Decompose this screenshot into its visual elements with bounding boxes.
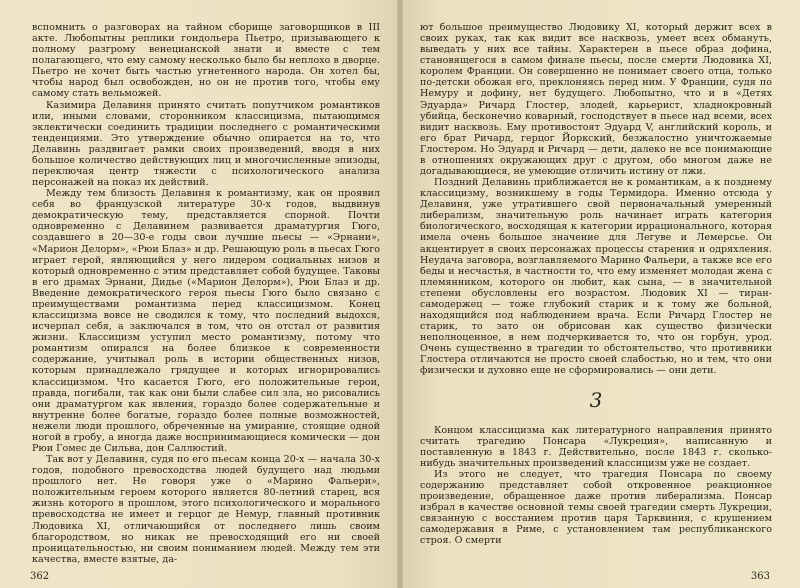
paragraph: Поздний Делавинь приближается не к романтикам, а к позднему классицизму, возникшему в годы Термидора. Именно отсюда у Делавиня, уже утратившего свой первоначальный умеренный либерализм, значительную роль начинает играть категория биологического, восходящая к категории иррационального, которая имела очень большое значение для Легуве и Лемерсье. Он акцентирует в своих персонажах процессы старения и одряхления. Неудача заговора, возглавляемого Марино Фальери, а также все его беды и несчастья, в частности то, что ему изменяет молодая жена с племянником, которого он любит, как сына, — в значительной степени обусловлены его возрастом. Людовик XI — тиран-самодержец — тоже глубокий старик и к тому же больной, находящийся под наблюдением врача. Если Ричард Глостер не старик, то зато он обрисован как существо физически неполноценное, в нем подчеркивается то, что он горбун, урод. Очень существенно в трагедии то обстоятельство, что противники Глостера отличаются не просто своей слабостью, но и тем, что они физически и духовно еще не сформировались — они дети.	[420, 177, 772, 377]
book-gutter	[397, 0, 403, 588]
paragraph: ют большое преимущество Людовику XI, который держит всех в своих руках, так как видит все насквозь, умеет всех обмануть, выведать у них все тайны. Характерен в пьесе образ дофина, становящегося в самом финале пьесы, после смерти Людовика XI, королем Франции. Он совершенно не понимает своего отца, только по-детски обожая его, преклоняясь перед ним. У Франции, судя по Немуру и дофину, нет будущего. Любопытно, что и в «Детях Эдуарда» Ричард Глостер, злодей, карьерист, хладнокровный убийца, бесконечно коварный, господствует в пьесе над всеми, всех видит насквозь. Ему противостоят Эдуард V, английский король, и его брат Ричард, герцог Йоркский, безжалостно уничтожаемые Глостером. Но Эдуард и Ричард — дети, далеко не все понимающие в отношениях окружающих друг с другом, обо многом даже не догадывающиеся, не умеющие отличить истину от лжи.	[420, 22, 772, 178]
page-number: 362	[30, 571, 50, 582]
left-text-column	[32, 22, 380, 565]
page-number: 363	[750, 571, 770, 582]
paragraph: Концом классицизма как литературного направления принято считать трагедию Понсара «Лукреция», написанную и поставленную в 1843 г. Действительно, после 1843 г. сколько-нибудь значительных произведений классицизм уже не создает.	[420, 424, 772, 469]
paragraph: Из этого не следует, что трагедия Понсара по своему содержанию представляет собой откровенное реакционное произведение, обращенное даже против либерализма. Понсар избрал в качестве основной темы своей трагедии смерть Лукреции, связанную с восстанием против царя Тарквиния, с крушением самодержавия в Риме, с установлением там республиканского строя. О смерти	[420, 468, 772, 547]
paragraph: Казимира Делавиня принято считать попутчиком романтиков или, иными словами, сторонником классицизма, пытающимся эклектически соединить традиции последнего с романтическими тенденциями. Это утверждение обычно опирается на то, что Делавинь раздвигает рамки своих произведений, вводя в них большое количество действующих лиц и многочисленные эпизоды, переключая центр тяжести с психологического анализа персонажей на показ их действий.	[32, 99, 380, 189]
paragraph: Между тем близость Делавиня к романтизму, как он проявил себя во французской литературе 30-х годов, выдвинув демократическую тему, представляется спорной. Почти одновременно с Делавинем развивается драматургия Гюго, создавшего в 20—30-е годы свои лучшие пьесы — «Эрнани», «Марион Делорм», «Рюи Блаз» и др. Решающую роль в пьесах Гюго играет герой, являющийся у него лидером социальных низов и который одновременно с этим представляет собой будущее. Таковы в его драмах Эрнани, Дидье («Марион Делорм»), Рюи Блаз и др. Введение демократического героя пьесы Гюго было связано с преимуществами романтизма перед классицизмом. Конец классицизма вовсе не сводился к тому, что последний выдохся, исчерпал себя, а заключался в том, что он отстал от развития жизни. Классицизм уступил место романтизму, потому что романтизм опирался на более близкое к современности содержание, учитывал роль в истории общественных низов, которым принадлежало грядущее и которых игнорировались классицизмом. Что касается Гюго, его положительные герои, правда, погибали, так как они были слабее сил зла, но рисовались они драматургом как явления, гораздо более содержательные и внутренне более богатые, гораздо более полные возможностей, нежели люди прошлого, обреченные на умирание, стоящие одной ногой в гробу, а иногда даже воспринимающиеся комически — дон Рюи Гомес де Сильва, дон Саллюстий.	[32, 188, 380, 454]
paragraph: вспомнить о разговорах на тайном сборище заговорщиков в III акте. Любопытны реплики гондольера Пьетро, призывающего к полному разгрому венецианской знати и вместе с тем полагающего, что ему самому несколько было бы неплохо в дворце. Пьетро не хочет быть частью угнетенного народа. Он хотел бы, чтобы народ был освобожден, но он не против того, чтобы ему самому стать вельможей.	[32, 22, 380, 100]
right-text-column	[420, 22, 772, 546]
section-number: 3	[589, 387, 603, 412]
right-page	[400, 0, 800, 588]
paragraph: Так вот у Делавиня, судя по его пьесам конца 20-х — начала 30-х годов, подобного превосходства людей будущего над людьми прошлого нет. Не говоря уже о «Марино Фальери», положительным героем которого является 80-летний старец, вся жизнь которого в прошлом, этого психологического и морального превосходства не имеет и герцог де Немур, главный противник Людовика XI, отличающийся от последнего лишь своим благородством, но никак не превосходящий его ни своей проницательностью, ни своим пониманием людей. Между тем эти качества, вместе взятые, да-	[32, 454, 380, 565]
